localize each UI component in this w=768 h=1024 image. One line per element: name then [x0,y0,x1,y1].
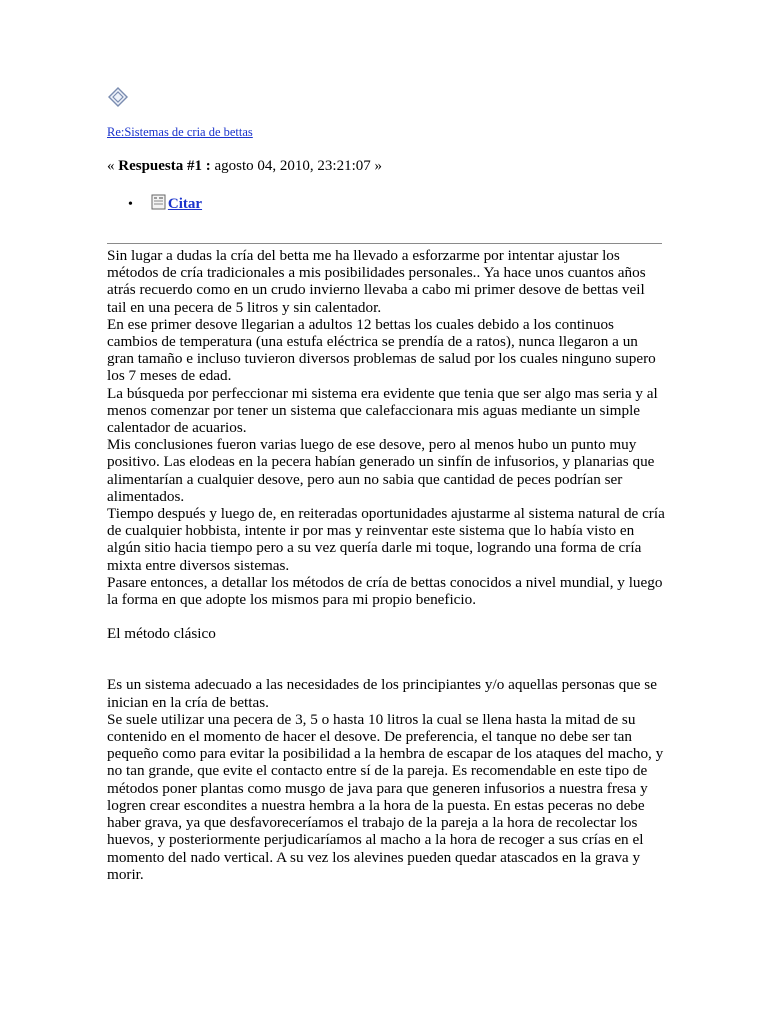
paragraph: Se suele utilizar una pecera de 3, 5 o hasta 10 litros la cual se llena hasta la mitad de su contenido en el momento de hacer el desove. De preferencia, el tanque no debe ser tan pequeño como para evitar la posibilidad a la hembra de escapar de los ataques del macho, y no tan grande, que evite el contacto entre sí de la pareja. Es recomendable en este tipo de métodos poner plantas como musgo de java para que generen infusorios a nuestra fresa y logren crear escondites a nuestra hembra a la hora de la puesta. En estas peceras no debe haber grava, ya que desfavoreceríamos el trabajo de la pareja a la hora de recolectar los huevos, y posteriormente perjudicaríamos al macho a la hora de recoger a sus crías en el momento del nado vertical. A su vez los alevines pueden quedar atascados en la grava y morir. [107,710,664,883]
paragraph: En ese primer desove llegarian a adultos 12 bettas los cuales debido a los continuos cambios de temperatura (una estufa eléctrica se prendía de a ratos), nunca llegaron a un gran tamaño e incluso tuvieron diversos problemas de salud por los cuales ninguno supero los 7 meses de edad. [107,315,656,385]
paragraph: Mis conclusiones fueron varias luego de ese desove, pero al menos hubo un punto muy positivo. Las elodeas en la pecera habían generado un sinfín de infusorios, y planarias que alimentarían a cualquier desove, pero aun no sabia que cantidad de peces podrían ser alimentados. [107,436,655,505]
reply-label: Respuesta #1 : [118,158,211,174]
quote-action [128,196,202,213]
quote-icon[interactable] [151,194,166,210]
post-body [107,247,667,883]
post-icon [107,86,129,108]
reply-date: agosto 04, 2010, 23:21:07 » [210,158,382,174]
section-heading: El método clásico [107,625,216,643]
paragraph: Tiempo después y luego de, en reiteradas oportunidades ajustarme al sistema natural de cría de cualquier hobbista, intente ir por mas y reinventar este sistema que lo había visto en algún sitio hacia tiempo pero a su vez quería darle mi toque, logrando una forma de cría mixta entre diversos sistemas. [107,505,665,574]
reply-header [107,158,382,175]
paragraph: Pasare entonces, a detallar los métodos de cría de bettas conocidos a nivel mundial, y luego la forma en que adopte los mismos para mi propio beneficio. [107,573,663,609]
paragraph: Es un sistema adecuado a las necesidades de los principiantes y/o aquellas personas que se inician en la cría de bettas. [107,676,657,711]
quote-button[interactable]: Citar [167,196,203,212]
post-title-link[interactable]: Re:Sistemas de cria de bettas [107,125,253,139]
divider [107,243,662,244]
reply-prefix: « [107,158,119,174]
list-bullet: • [128,197,133,212]
paragraph: La búsqueda por perfeccionar mi sistema era evidente que tenia que ser algo mas seria y al menos comenzar por tener un sistema que calefaccionara mis aguas mediante un simple calentador de acuarios. [107,384,658,437]
paragraph: Sin lugar a dudas la cría del betta me ha llevado a esforzarme por intentar ajustar los métodos de cría tradicionales a mis posibilidades personales.. Ya hace unos cuantos años atrás recuerdo como en un crudo invierno llevaba a cabo mi primer desove de bettas veil tail en una pecera de 5 litros y sin calentador. [107,247,646,316]
